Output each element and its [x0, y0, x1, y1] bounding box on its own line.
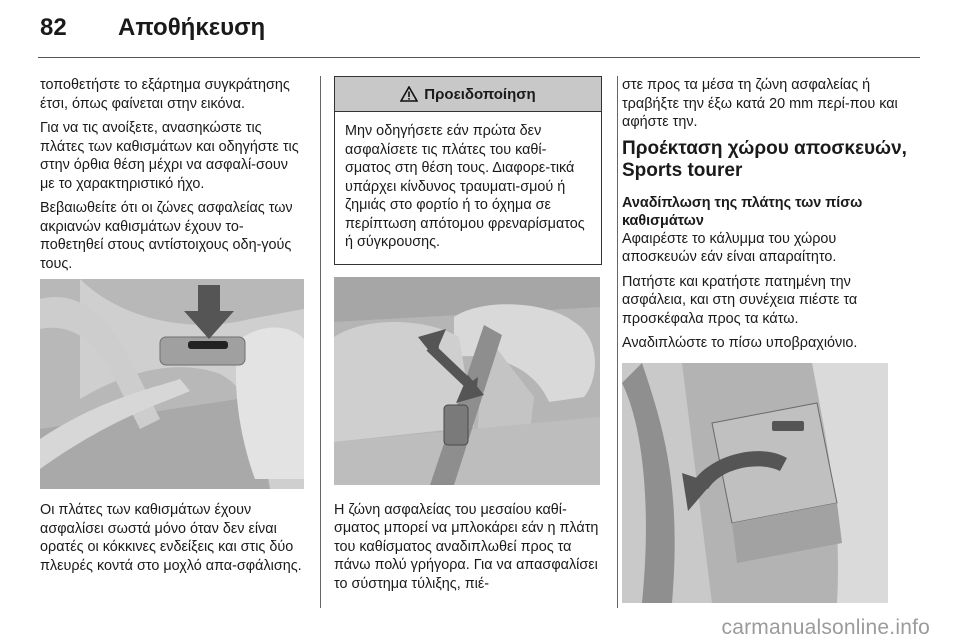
col3-paragraph-4: Αναδιπλώστε το πίσω υποβραχιόνιο. — [622, 335, 858, 351]
section-heading: Προέκταση χώρου αποσκευών, Sports tourer — [622, 137, 907, 181]
page-number: 82 — [40, 14, 67, 41]
fold-armrest-illustration — [622, 363, 888, 603]
col1-paragraph-3: Βεβαιωθείτε ότι οι ζώνες ασφαλείας των ακριανών καθισμάτων έχουν το-ποθετηθεί στους αντίστοιχους οδη-γούς τους. — [40, 200, 293, 272]
col1-paragraph-2: Για να τις ανοίξετε, ανασηκώστε τις πλάτες των καθισμάτων και οδηγήστε τις στην όρθια θέση μέχρι να ασφαλί-σουν με το χαρακτηριστικό ήχο. — [40, 120, 299, 192]
col3-paragraph-1: στε προς τα μέσα τη ζώνη ασφαλείας ή τραβήξτε την έξω κατά 20 mm περί-που και αφήστε την. — [622, 77, 898, 130]
column-divider-1 — [320, 76, 321, 608]
warning-title: Προειδοποίηση — [424, 85, 536, 103]
col3-paragraph-3: Πατήστε και κρατήστε πατημένη την ασφάλεια, και στη συνέχεια πιέστε τα προσκέφαλα προς τα κάτω. — [622, 273, 858, 327]
column-1 — [40, 76, 306, 581]
warning-text: Μην οδηγήσετε εάν πρώτα δεν ασφαλίσετε τις πλάτες του καθί-σματος στη θέση τους. Διαφορε-τικά υπάρχει κίνδυνος τραυματι-σμού ή ζημιάς στο φορτίο ή το όχημα σε περίπτωση απότομου φρεναρίσματος ή σύγκρουσης. — [345, 123, 585, 250]
page-header — [0, 0, 960, 62]
seatback-latch-illustration — [40, 279, 304, 489]
warning-body — [335, 112, 601, 264]
center-seatbelt-illustration — [334, 277, 600, 485]
column-2 — [334, 76, 606, 599]
col1-paragraph-4: Οι πλάτες των καθισμάτων έχουν ασφαλίσει σωστά μόνο όταν δεν είναι ορατές οι κόκκινες ενδείξεις και στις δύο πλευρές κοντά στο μοχλό απα-σφάλισης. — [40, 502, 302, 574]
warning-triangle-icon — [400, 86, 418, 102]
figure-fold-armrest — [622, 363, 888, 603]
col3-paragraph-2: Αφαιρέστε το κάλυμμα του χώρου αποσκευών εάν είναι απαραίτητο. — [622, 230, 837, 265]
figure-seatback-latch — [40, 279, 304, 489]
figure-center-seatbelt — [334, 277, 600, 485]
warning-header — [335, 77, 601, 112]
header-divider — [38, 57, 920, 58]
col1-paragraph-1: τοποθετήστε το εξάρτημα συγκράτησης έτσι, όπως φαίνεται στην εικόνα. — [40, 77, 290, 112]
warning-box — [334, 76, 602, 265]
column-divider-2 — [617, 76, 618, 608]
column-3 — [622, 76, 912, 603]
watermark-text: carmanualsonline.info — [721, 616, 930, 639]
subsection-heading: Αναδίπλωση της πλάτης των πίσω καθισμάτων — [622, 194, 863, 229]
col2-paragraph-1: Η ζώνη ασφαλείας του μεσαίου καθί-σματος μπορεί να μπλοκάρει εάν η πλάτη του καθίσματος αναδιπλωθεί προς τα πάνω πολύ γρήγορα. Για να απασφαλίσει το σύστημα τύλιξης, πιέ- — [334, 501, 599, 592]
section-title: Αποθήκευση — [118, 14, 266, 41]
